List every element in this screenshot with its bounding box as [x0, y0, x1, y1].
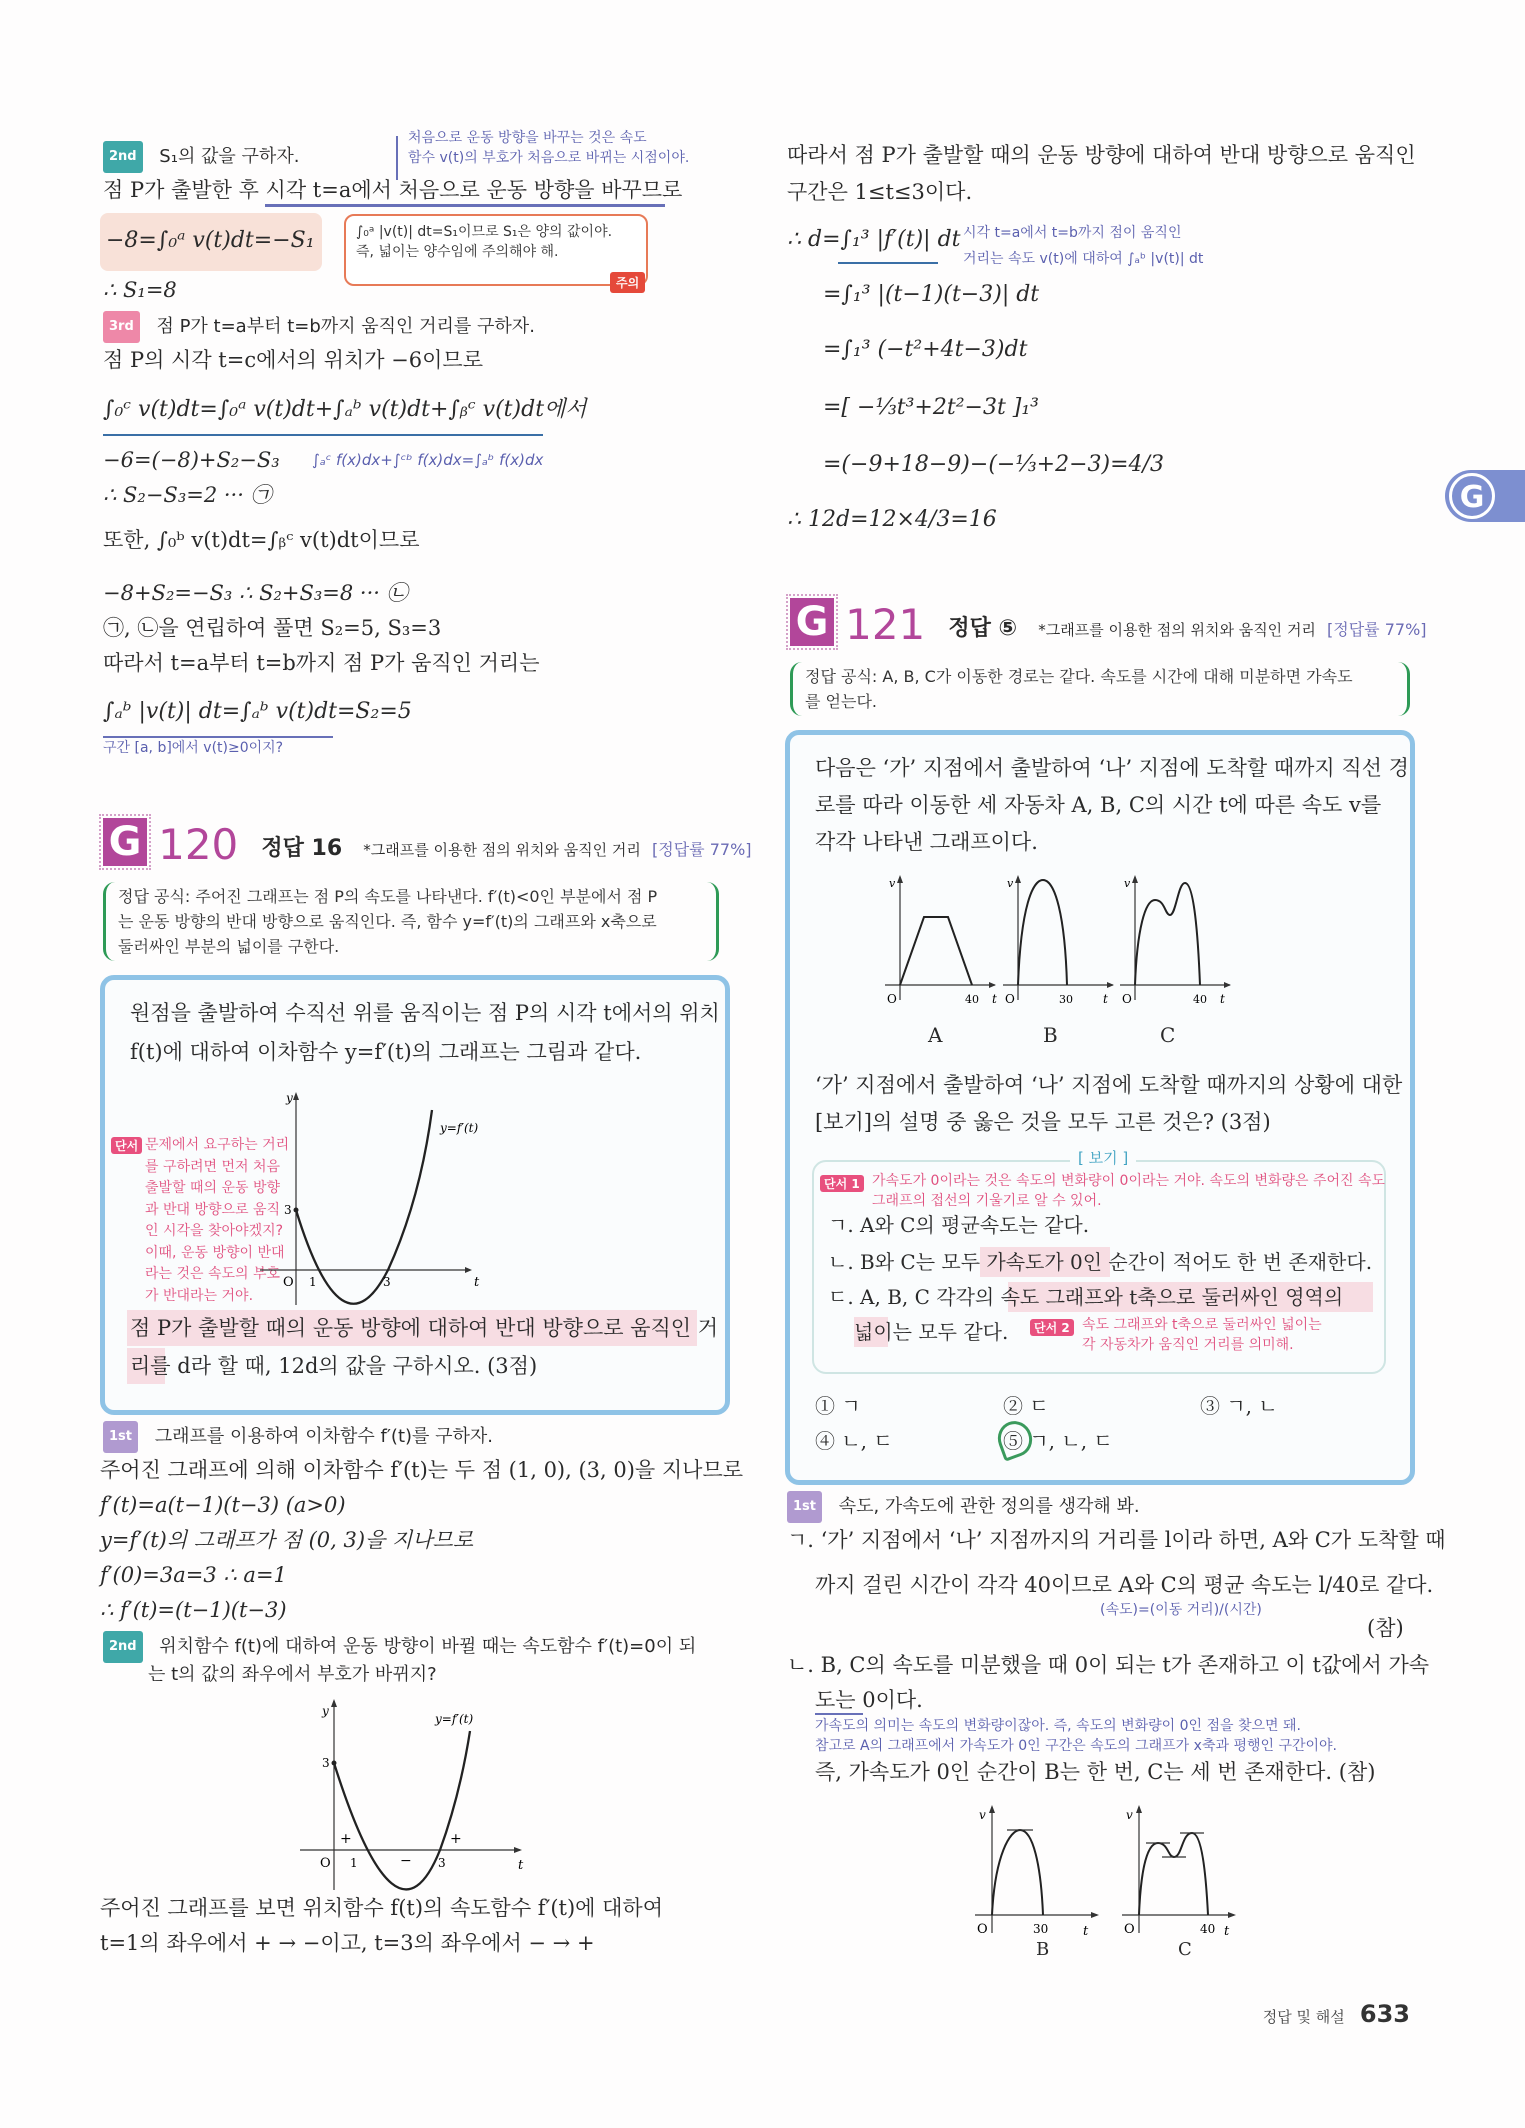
velocity-graph-a: [885, 875, 1005, 1015]
solution-line: f′(0)=3a=3 ∴ a=1: [100, 1563, 287, 1587]
question-121-header: [790, 598, 1427, 649]
bogi-item: ㄱ. A와 C의 평균속도는 같다.: [828, 1213, 1090, 1237]
f-prime-sign-graph: [300, 1695, 540, 1895]
direction-note: [408, 128, 689, 168]
step-badge: 2nd: [103, 1631, 143, 1663]
step-badge: 1st: [787, 1491, 822, 1523]
solution-line: ∫ₐᵇ |v(t)| dt=∫ₐᵇ v(t)dt=S₂=5: [103, 699, 412, 724]
formula-line: 는 운동 방향의 반대 방향으로 움직인다. 즉, 함수 y=f′(t)의 그래프와 x축으로: [118, 912, 657, 931]
svg-text:v: v: [1007, 877, 1014, 890]
sign-label: +: [340, 1831, 352, 1847]
hint1-note: [820, 1173, 870, 1192]
solution-line: ㄴ. B, C의 속도를 미분했을 때 0이 되는 t가 존재하고 이 t값에서 가속: [787, 1653, 1430, 1677]
caution-note: [344, 214, 648, 286]
svg-text:v: v: [889, 877, 896, 890]
solution-line: t=1의 좌우에서 + → −이고, t=3의 좌우에서 − → +: [100, 1931, 595, 1955]
caution-line: ∫₀ᵃ |v(t)| dt=S₁이므로 S₁은 양의 값이야.: [356, 224, 613, 240]
step-2-heading: 2nd S₁의 값을 구하자.: [103, 140, 299, 173]
note-line: 참고로 A의 그래프에서 가속도가 0인 구간은 속도의 그래프가 x축과 평행인 구간이야.: [815, 1738, 1338, 1754]
underline: [103, 434, 543, 436]
tick-label: 1: [350, 1856, 358, 1870]
svg-text:O: O: [887, 992, 897, 1006]
solution-line: 까지 걸린 시간이 각각 40이므로 A와 C의 평균 속도는 l/40로 같다.: [815, 1573, 1434, 1597]
end-time-label: 30: [1033, 1922, 1049, 1936]
solution-line: 즉, 가속도가 0인 순간이 B는 한 번, C는 세 번 존재한다. (참): [815, 1760, 1376, 1784]
sol-step-1-heading: 1st 그래프를 이용하여 이차함수 f′(t)를 구하자.: [103, 1420, 493, 1453]
page-number: 633: [1359, 2000, 1410, 2028]
step-badge: 2nd: [103, 141, 143, 173]
graph-label: B: [1043, 1023, 1058, 1047]
choice-2[interactable]: ② ㄷ: [1003, 1394, 1049, 1418]
interval-note: 구간 [a, b]에서 v(t)≥0이지?: [103, 740, 284, 756]
underline: [815, 1713, 863, 1715]
bogi-title: [ 보기 ]: [1070, 1148, 1136, 1168]
step-badge: 3rd: [103, 311, 140, 343]
problem-box-120: [100, 975, 730, 1415]
section-tab-g-icon: G: [1449, 473, 1495, 519]
underline: [265, 204, 665, 207]
caution-badge: 주의: [610, 272, 645, 293]
equation-line: =[ −⅓t³+2t²−3t ]₁³: [823, 395, 1040, 420]
note-line: 시각 t=a에서 t=b까지 점이 움직인: [963, 225, 1182, 241]
question-line: 점 P가 출발할 때의 운동 방향에 대하여 반대 방향으로 움직인 거: [130, 1316, 719, 1340]
end-time-label: 40: [965, 993, 979, 1006]
curve-label: y=f′(t): [440, 1121, 479, 1135]
answer-formula-box: [790, 662, 1410, 716]
underline: [838, 262, 938, 264]
equation-s1: −8=∫₀ᵃ v(t)dt=−S₁: [106, 228, 315, 253]
bogi-item: 넓이는 모두 같다.: [854, 1320, 1009, 1344]
end-time-label: 40: [1200, 1922, 1216, 1936]
hint-line: 가 반대라는 거야.: [145, 1287, 254, 1304]
equation-line: =∫₁³ |(t−1)(t−3)| dt: [823, 282, 1040, 307]
step-badge: 1st: [103, 1421, 138, 1453]
svg-text:v: v: [979, 1808, 986, 1822]
note-line: 가속도의 의미는 속도의 변화량이잖아. 즉, 속도의 변화량이 0인 점을 찾으면 돼.: [815, 1718, 1302, 1734]
solution-line: ∴ f′(t)=(t−1)(t−3): [100, 1598, 287, 1622]
svg-text:O: O: [1124, 1922, 1135, 1937]
formula-line: 둘러싸인 부분의 넓이를 구한다.: [118, 937, 340, 956]
problem-box-121: [785, 730, 1415, 1485]
step-3-heading: 3rd 점 P가 t=a부터 t=b까지 움직인 거리를 구하자.: [103, 310, 535, 343]
hint2-note: [1030, 1317, 1080, 1336]
f-prime-graph: [260, 1090, 480, 1305]
hint-line: 라는 것은 속도의 부호: [145, 1266, 281, 1282]
question-120-header: [103, 818, 752, 869]
sign-label: −: [400, 1853, 412, 1869]
section-g-badge: G: [103, 818, 147, 866]
formula-line: 정답 공식: 주어진 그래프는 점 P의 속도를 나타낸다. f′(t)<0인 부분에서 점 P: [118, 887, 658, 906]
y-intercept-label: 3: [284, 1203, 292, 1217]
equation-line: =(−9+18−9)−(−⅓+2−3)=4/3: [823, 452, 1164, 477]
bogi-item: ㄴ. B와 C는 모두 가속도가 0인 순간이 적어도 한 번 존재한다.: [828, 1250, 1373, 1274]
equation-line: ∴ d=∫₁³ |f′(t)| dt: [787, 227, 961, 252]
formula-line: 를 얻는다.: [805, 692, 877, 711]
problem-line: 원점을 출발하여 수직선 위를 움직이는 점 P의 시각 t에서의 위치: [130, 1001, 720, 1025]
solution-line: 따라서 점 P가 출발할 때의 운동 방향에 대하여 반대 방향으로 움직인: [787, 143, 1416, 167]
tick-label: 3: [383, 1275, 391, 1289]
result-s1: ∴ S₁=8: [103, 278, 177, 302]
tick-label: 1: [309, 1275, 317, 1289]
choice-1[interactable]: ① ㄱ: [815, 1394, 861, 1418]
question-line: 리를 d라 할 때, 12d의 값을 구하시오. (3점): [130, 1354, 538, 1378]
hint-line: 그래프의 접선의 기울기로 알 수 있어.: [872, 1193, 1102, 1209]
solution-line: ㉠, ㉡을 연립하여 풀면 S₂=5, S₃=3: [103, 616, 442, 640]
hint-badge: 단서: [111, 1137, 142, 1154]
bogi-item: ㄷ. A, B, C 각각의 속도 그래프와 t축으로 둘러싸인 영역의: [828, 1285, 1344, 1309]
equation-line: =∫₁³ (−t²+4t−3)dt: [823, 337, 1028, 362]
problem-line: f(t)에 대하여 이차함수 y=f′(t)의 그래프는 그림과 같다.: [130, 1040, 642, 1064]
y-axis-label: y: [286, 1091, 293, 1105]
speed-formula-note: (속도)=(이동 거리)/(시간): [1100, 1602, 1262, 1618]
hint-badge: 단서 2: [1030, 1319, 1074, 1336]
problem-line: 각각 나타낸 그래프이다.: [815, 830, 1038, 854]
end-time-label: 40: [1193, 993, 1207, 1006]
x-axis-label: t: [474, 1275, 480, 1290]
svg-text:t: t: [1083, 1924, 1089, 1939]
solution-line: y=f′(t)의 그래프가 점 (0, 3)을 지나므로: [100, 1528, 474, 1552]
note-line: 거리는 속도 v(t)에 대하여 ∫ₐᵇ |v(t)| dt: [963, 251, 1204, 267]
svg-text:v: v: [1124, 877, 1131, 890]
answer-label: 정답 16: [261, 836, 343, 861]
solution-line: ∫₀ᶜ v(t)dt=∫₀ᵃ v(t)dt+∫ₐᵇ v(t)dt+∫ᵦᶜ v(t)dt에서: [103, 397, 587, 422]
svg-text:t: t: [1224, 1924, 1230, 1939]
solution-line: −8+S₂=−S₃ ∴ S₂+S₃=8 ··· ㉡: [103, 581, 408, 605]
solution-line: 주어진 그래프에 의해 이차함수 f′(t)는 두 점 (1, 0), (3, 0)을 지나므로: [100, 1458, 744, 1482]
y-intercept-label: 3: [322, 1756, 330, 1770]
solution-line: −6=(−8)+S₂−S₃: [103, 448, 280, 472]
hint-line: 속도 그래프와 t축으로 둘러싸인 넓이는: [1082, 1317, 1322, 1333]
hint-line: 가속도가 0이라는 것은 속도의 변화량이 0이라는 거야. 속도의 변화량은 주어진 속도: [872, 1173, 1386, 1189]
question-line: ‘가’ 지점에서 출발하여 ‘나’ 지점에 도착할 때까지의 상황에 대한: [815, 1073, 1403, 1097]
hint-line: 문제에서 요구하는 거리: [145, 1137, 290, 1153]
section-g-badge: G: [790, 598, 834, 646]
solution-line: 따라서 t=a부터 t=b까지 점 P가 움직인 거리는: [103, 651, 540, 675]
selected-answer-circle-icon: [993, 1416, 1037, 1461]
svg-text:O: O: [1122, 992, 1132, 1006]
final-answer-line: ∴ 12d=12×4/3=16: [787, 507, 997, 532]
curve-label: y=f′(t): [435, 1712, 474, 1726]
question-number: 121: [845, 600, 926, 649]
velocity-graph-c: [1120, 875, 1240, 1015]
origin-label: O: [320, 1856, 331, 1871]
page-footer: [1263, 2000, 1410, 2028]
solution-line: ㄱ. ‘가’ 지점에서 ‘나’ 지점까지의 거리를 l이라 하면, A와 C가 도착할 때: [787, 1528, 1446, 1552]
topic-label: *그래프를 이용한 점의 위치와 움직인 거리: [1038, 621, 1316, 639]
graph-label: A: [928, 1023, 943, 1047]
solution-line: 구간은 1≤t≤3이다.: [787, 180, 973, 204]
svg-text:O: O: [1005, 992, 1015, 1006]
section-tab[interactable]: [1445, 470, 1525, 522]
correct-rate: [정답률 77%]: [1327, 620, 1427, 639]
integral-rule-note: ∫ₐᶜ f(x)dx+∫ᶜᵇ f(x)dx=∫ₐᵇ f(x)dx: [312, 451, 544, 469]
velocity-graph-c-tangent: [1122, 1805, 1262, 1955]
solution-line: 주어진 그래프를 보면 위치함수 f(t)의 속도함수 f′(t)에 대하여: [100, 1896, 663, 1920]
solution-line: 또한, ∫₀ᵇ v(t)dt=∫ᵦᶜ v(t)dt이므로: [103, 528, 420, 552]
step-title-cont: 는 t의 값의 좌우에서 부호가 바뀌지?: [148, 1664, 437, 1685]
question-number: 120: [158, 820, 239, 869]
caution-line: 즉, 넓이는 양수임에 주의해야 해.: [356, 244, 559, 260]
solution-line: ∴ S₂−S₃=2 ··· ㉠: [103, 483, 272, 507]
problem-line: 다음은 ‘가’ 지점에서 출발하여 ‘나’ 지점에 도착할 때까지 직선 경: [815, 756, 1409, 780]
line-change-direction: 점 P가 출발한 후 시각 t=a에서 처음으로 운동 방향을 바꾸므로: [103, 178, 683, 202]
acceleration-note: [815, 1716, 1337, 1756]
choice-3[interactable]: ③ ㄱ, ㄴ: [1200, 1394, 1278, 1418]
hint-line: 를 구하려면 먼저 처음: [145, 1158, 281, 1175]
topic-label: *그래프를 이용한 점의 위치와 움직인 거리: [363, 841, 641, 859]
x-axis-label: t: [518, 1858, 524, 1873]
solution-line: 점 P의 시각 t=c에서의 위치가 −6이므로: [103, 348, 483, 372]
svg-text:t: t: [1220, 992, 1225, 1006]
solution-line: 도는 0이다.: [815, 1688, 923, 1712]
note-arrow-line: [396, 136, 398, 180]
note-line: 처음으로 운동 방향을 바꾸는 것은 속도: [408, 130, 647, 146]
hint-note: [111, 1135, 148, 1154]
hint-badge: 단서 1: [820, 1175, 864, 1192]
hint-line: 각 자동차가 움직인 거리를 의미해.: [1082, 1337, 1294, 1353]
svg-text:t: t: [1103, 992, 1108, 1006]
sol-step-2-heading: 2nd 위치함수 f(t)에 대하여 운동 방향이 바뀔 때는 속도함수 f′(t)=0이 되: [103, 1630, 696, 1663]
tick-label: 3: [438, 1856, 446, 1870]
problem-line: 로를 따라 이동한 세 자동차 A, B, C의 시간 t에 따른 속도 v를: [815, 793, 1382, 817]
correct-rate: [정답률 77%]: [652, 840, 752, 859]
hint2-text: [1082, 1315, 1322, 1355]
answer-label: 정답 ⑤: [948, 616, 1018, 641]
formula-line: 정답 공식: A, B, C가 이동한 경로는 같다. 속도를 시간에 대해 미분하면 가속도: [805, 667, 1353, 686]
question-line: [보기]의 설명 중 옳은 것을 모두 고른 것은? (3점): [815, 1110, 1271, 1134]
svg-text:O: O: [977, 1922, 988, 1937]
hint-line: 이때, 운동 방향이 반대: [145, 1244, 285, 1261]
answer-formula-box: [103, 882, 719, 961]
velocity-graph-b-tangent: [975, 1805, 1115, 1955]
svg-text:t: t: [992, 992, 997, 1006]
graph-label: C: [1160, 1023, 1176, 1047]
sign-label: +: [450, 1831, 462, 1847]
hint-line: 출발할 때의 운동 방향: [145, 1180, 281, 1196]
graph-label: B: [1036, 1939, 1050, 1960]
svg-text:v: v: [1126, 1808, 1133, 1822]
solution-verdict: (참): [1367, 1616, 1404, 1640]
graph-label: C: [1178, 1939, 1192, 1960]
hint-line: 과 반대 방향으로 움직: [145, 1201, 281, 1218]
choice-5[interactable]: ⑤ ㄱ, ㄴ, ㄷ: [1003, 1429, 1113, 1453]
note-line: 함수 v(t)의 부호가 처음으로 바뀌는 시점이야.: [408, 150, 690, 166]
end-time-label: 30: [1059, 993, 1073, 1006]
y-axis-label: y: [322, 1704, 329, 1718]
solution-line: f′(t)=a(t−1)(t−3) (a>0): [100, 1493, 346, 1517]
choice-4[interactable]: ④ ㄴ, ㄷ: [815, 1429, 893, 1453]
sol-step-1-heading: 1st 속도, 가속도에 관한 정의를 생각해 봐.: [787, 1490, 1140, 1523]
velocity-graph-b: [1003, 875, 1123, 1015]
origin-label: O: [283, 1275, 294, 1290]
footer-section-label: 정답 및 해설: [1262, 2008, 1345, 2026]
hint-line: 인 시각을 찾아야겠지?: [145, 1223, 284, 1239]
distance-note: [963, 220, 1203, 272]
hint1-text: [872, 1171, 1385, 1211]
